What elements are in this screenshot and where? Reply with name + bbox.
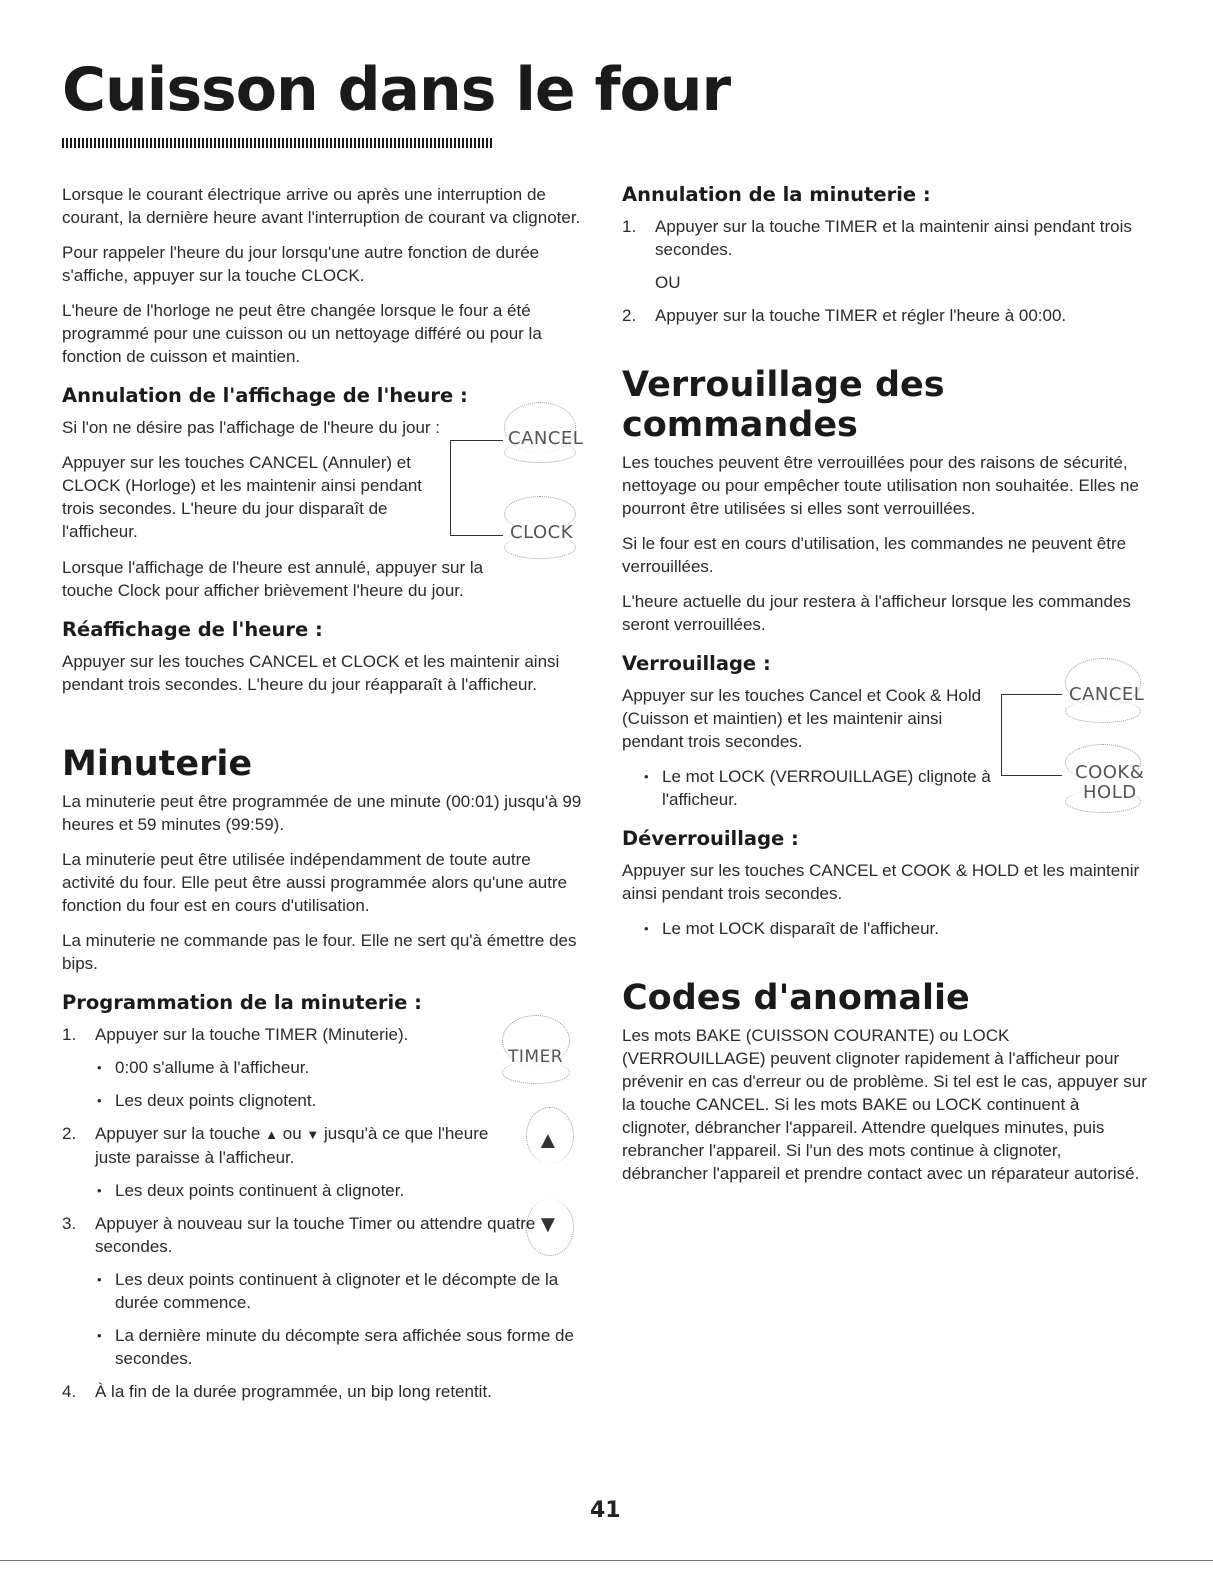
minuterie-paragraph: La minuterie ne commande pas le four. Elle ne sert qu'à émettre des bips. xyxy=(62,931,577,973)
bullet-item: • Le mot LOCK disparaît de l'afficheur. xyxy=(642,917,1147,940)
step-item xyxy=(62,1122,582,1202)
heading-programmation: Programmation de la minuterie : xyxy=(62,991,422,1014)
step-text-part: Appuyer sur la touche xyxy=(95,1124,261,1143)
down-arrow-icon: ▼ xyxy=(306,1127,320,1142)
clock-key-outline xyxy=(504,536,576,559)
verrouillage-block xyxy=(622,684,1147,811)
deverrouillage-bullets xyxy=(642,917,1147,940)
step-number: 3. xyxy=(62,1214,77,1233)
key-bracket xyxy=(450,440,503,536)
step-text: Appuyer sur la touche TIMER et régler l'heure à 00:00. xyxy=(655,306,1067,325)
section-verrouillage-commandes: Verrouillage des commandes xyxy=(622,365,945,445)
intro-paragraph: Pour rappeler l'heure du jour lorsqu'une autre fonction de durée s'affiche, appuyer sur la touche CLOCK. xyxy=(62,243,540,285)
minuterie-paragraph: La minuterie peut être programmée de une minute (00:01) jusqu'à 99 heures et 59 minutes (99:59). xyxy=(62,792,582,834)
verrouillage-paragraph: L'heure actuelle du jour restera à l'afficheur lorsque les commandes seront verrouillées. xyxy=(622,592,1131,634)
annulation-minuterie-steps xyxy=(622,215,1147,327)
page-number: 41 xyxy=(590,1498,621,1523)
left-column xyxy=(62,183,582,1413)
reaffichage-paragraph: Appuyer sur les touches CANCEL et CLOCK et les maintenir ainsi pendant trois secondes. L'heure du jour réapparaît à l'afficheur. xyxy=(62,652,560,694)
clock-key-label: CLOCK xyxy=(510,522,573,543)
bullet-item: • La dernière minute du décompte sera affichée sous forme de secondes. xyxy=(95,1324,582,1370)
heading-verrouillage: Verrouillage : xyxy=(622,652,771,675)
heading-annulation-minuterie: Annulation de la minuterie : xyxy=(622,183,931,206)
cancel-clock-keys xyxy=(442,416,582,556)
step-number: 1. xyxy=(622,217,637,236)
cancel-cookhold-keys xyxy=(997,664,1147,814)
bullet-item: • 0:00 s'allume à l'afficheur. xyxy=(95,1056,582,1079)
step-text: Appuyer sur la touche TIMER et la maintenir ainsi pendant trois secondes. xyxy=(655,217,1132,259)
step-number: 2. xyxy=(62,1124,77,1143)
verrouillage-paragraph: Les touches peuvent être verrouillées pour des raisons de sécurité, nettoyage ou pour empêcher toute utilisation non souhaitée. Elles ne pourront être utilisées si elles sont verrouillées. xyxy=(622,453,1139,518)
step-text xyxy=(95,1122,505,1169)
step-item xyxy=(622,215,1147,294)
step-text: À la fin de la durée programmée, un bip long retentit. xyxy=(95,1382,492,1401)
timer-key-label: TIMER xyxy=(508,1047,564,1067)
annulation-block xyxy=(62,416,582,556)
step-text: Appuyer sur la touche TIMER (Minuterie). xyxy=(95,1025,409,1044)
bullet-item: • Les deux points continuent à clignoter. xyxy=(95,1179,582,1202)
or-label: OU xyxy=(655,273,681,292)
section-minuterie: Minuterie xyxy=(62,744,253,784)
heading-deverrouillage: Déverrouillage : xyxy=(622,827,799,850)
deverrouillage-paragraph: Appuyer sur les touches CANCEL et COOK & HOLD et les maintenir ainsi pendant trois secondes. xyxy=(622,861,1140,903)
cancel-key-outline xyxy=(1065,700,1141,723)
cookhold-key-label: COOK& xyxy=(1075,762,1145,783)
heading-reaffichage: Réaffichage de l'heure : xyxy=(62,618,323,641)
step-text-part: ou xyxy=(282,1124,302,1143)
verrouillage-instruction: Appuyer sur les touches Cancel et Cook & Hold (Cuisson et maintien) et les maintenir ainsi pendant trois secondes. xyxy=(622,686,982,751)
step-number: 4. xyxy=(62,1382,77,1401)
cancel-key-label: CANCEL xyxy=(508,428,584,449)
step-bullets xyxy=(95,1268,582,1370)
annulation-paragraph: Lorsque l'affichage de l'heure est annulé, appuyer sur la touche Clock pour afficher brièvement l'heure du jour. xyxy=(62,558,484,600)
step-bullets xyxy=(95,1179,582,1202)
minuterie-paragraph: La minuterie peut être utilisée indépendamment de toute autre activité du four. Elle peut être aussi programmée alors qu'une autre fonction du four est en cours d'utilisation. xyxy=(62,850,568,915)
annulation-paragraph: Si l'on ne désire pas l'affichage de l'heure du jour : xyxy=(62,418,441,437)
step-number: 2. xyxy=(622,306,637,325)
page-title: Cuisson dans le four xyxy=(62,55,731,125)
step-text: Appuyer à nouveau sur la touche Timer ou attendre quatre secondes. xyxy=(95,1214,536,1256)
section-codes-anomalie: Codes d'anomalie xyxy=(622,978,970,1018)
step-bullets xyxy=(95,1056,582,1112)
bullet-item: • Les deux points clignotent. xyxy=(95,1089,582,1112)
bullet-item: • Les deux points continuent à clignoter et le décompte de la durée commence. xyxy=(95,1268,582,1314)
right-column xyxy=(622,183,1147,1197)
step-item xyxy=(622,304,1147,327)
intro-paragraph: Lorsque le courant électrique arrive ou après une interruption de courant, la dernière heure avant l'interruption de courant va clignoter. xyxy=(62,185,581,227)
cancel-key-outline xyxy=(504,442,576,463)
down-arrow-icon: ▼ xyxy=(536,1211,560,1238)
up-arrow-icon: ▲ xyxy=(536,1127,560,1154)
programmation-steps-wrap xyxy=(62,1023,582,1403)
key-bracket xyxy=(1001,694,1062,776)
up-arrow-icon: ▲ xyxy=(265,1127,278,1142)
heading-annulation-affichage: Annulation de l'affichage de l'heure : xyxy=(62,384,468,407)
verrouillage-paragraph: Si le four est en cours d'utilisation, les commandes ne peuvent être verrouillées. xyxy=(622,534,1127,576)
bullet-item: • Le mot LOCK (VERROUILLAGE) clignote à l'afficheur. xyxy=(642,765,992,811)
codes-paragraph: Les mots BAKE (CUISSON COURANTE) ou LOCK (VERROUILLAGE) peuvent clignoter rapidement à l'afficheur pour prévenir en cas d'erreur ou de problème. Si tel est le cas, appuyer sur la touche CANCEL. Si les mots BAKE ou LOCK continuent à clignoter, débrancher l'appareil. Attendre quelques minutes, puis rebrancher l'appareil. Si l'un des mots continue à clignoter, débrancher l'appareil et prendre contact avec un réparateur autorisé. xyxy=(622,1026,1147,1183)
cancel-key-label: CANCEL xyxy=(1069,684,1145,705)
cookhold-key-label: HOLD xyxy=(1083,782,1137,803)
verrouillage-bullets xyxy=(642,765,992,811)
title-underline xyxy=(62,138,492,148)
step-item xyxy=(62,1023,582,1112)
step-item xyxy=(62,1212,582,1370)
step-number: 1. xyxy=(62,1025,77,1044)
step-item xyxy=(62,1380,582,1403)
programmation-steps xyxy=(62,1023,582,1403)
intro-paragraph: L'heure de l'horloge ne peut être changée lorsque le four a été programmé pour une cuisson ou un nettoyage différé ou pour la fonction de cuisson et maintien. xyxy=(62,301,542,366)
cookhold-key-outline xyxy=(1065,790,1141,813)
step-text-part: jusqu'à ce que l'heure juste paraisse à l'afficheur. xyxy=(95,1124,489,1167)
annulation-paragraph: Appuyer sur les touches CANCEL (Annuler) et CLOCK (Horloge) et les maintenir ainsi pendant trois secondes. L'heure du jour disparaît de l'afficheur. xyxy=(62,453,423,541)
page-bottom-rule xyxy=(0,1560,1213,1561)
